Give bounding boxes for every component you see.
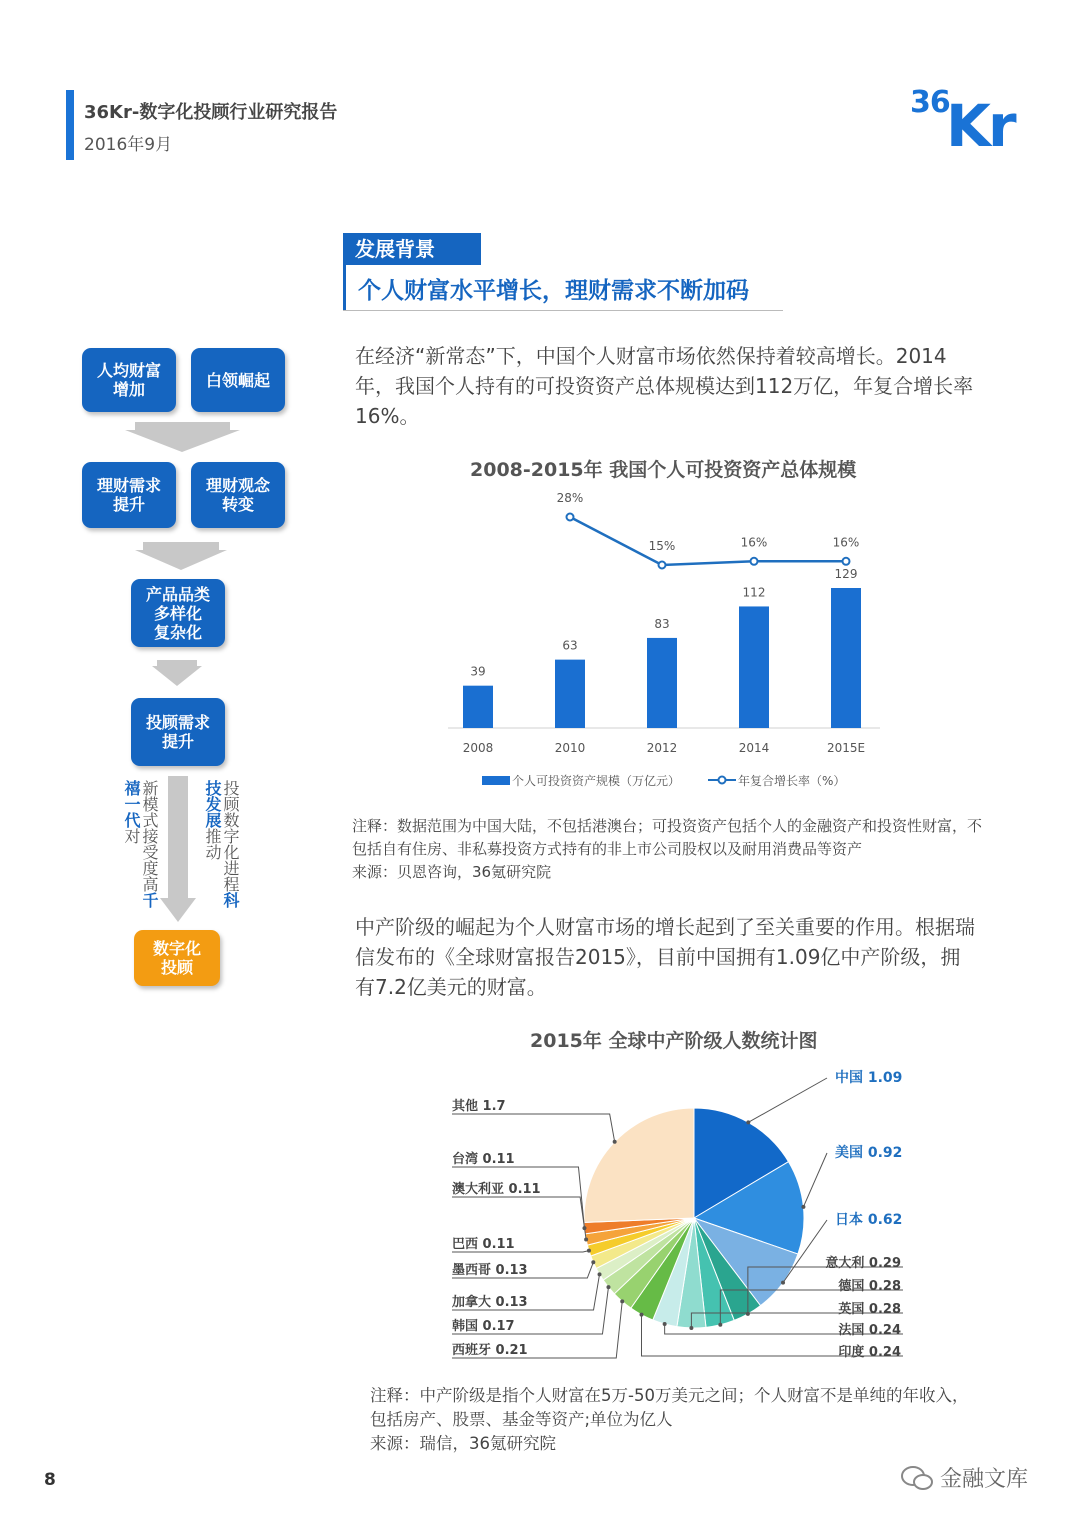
arrow-down-icon xyxy=(135,542,227,570)
growth-rate-label: 28% xyxy=(556,491,584,505)
flow-box-finance-demand: 理财需求 提升 xyxy=(82,462,176,528)
leader-dot xyxy=(598,1272,602,1276)
leader-dot xyxy=(606,1285,610,1289)
report-date: 2016年9月 xyxy=(84,135,173,155)
bar-2010 xyxy=(555,660,585,728)
section-tag: 发展背景 xyxy=(343,233,481,265)
pie-note-text: 注释：中产阶级是指个人财富在5万-50万美元之间；个人财富不是单纯的年收入，包括房产、股票、基金等资产;单位为亿人 xyxy=(370,1386,969,1429)
pie-label-9: 韩国 0.17 xyxy=(452,1319,515,1334)
flow-box-advisory-demand: 投顾需求 提升 xyxy=(131,698,225,766)
leader-dot xyxy=(591,1260,595,1264)
growth-rate-label: 16% xyxy=(832,535,860,550)
millennials-highlight: 千禧一代 xyxy=(122,780,159,908)
bar-chart-title: 2008-2015年 我国个人可投资资产总体规模 xyxy=(470,459,857,481)
pie-label-3: 意大利 0.29 xyxy=(825,1256,901,1271)
pie-label-4: 德国 0.28 xyxy=(838,1279,901,1294)
pie-label-10: 加拿大 0.13 xyxy=(452,1295,528,1310)
paragraph-wealth-growth: 在经济“新常态”下，中国个人财富市场依然保持着较高增长。2014年，我国个人持有的可投资资产总体规模达到112万亿，年复合增长率16%。 xyxy=(355,344,974,428)
x-tick-label: 2008 xyxy=(462,741,494,755)
leader-dot xyxy=(746,1120,750,1124)
watermark xyxy=(900,1462,1028,1493)
tech-highlight: 科技发展 xyxy=(203,780,240,908)
millennials-text-post: 对 xyxy=(122,828,141,844)
source-text: 来源：贝恩咨询，36氪研究院 xyxy=(352,863,552,881)
leader-dot xyxy=(582,1226,586,1230)
millennials-text-pre: 新模式接受度高 xyxy=(140,780,159,892)
svg-text:36: 36 xyxy=(910,85,950,120)
pie-label-2: 日本 0.62 xyxy=(835,1212,903,1228)
pie-label-7: 印度 0.24 xyxy=(838,1345,901,1360)
pie-label-15: 其他 1.7 xyxy=(452,1099,506,1114)
leader-dot xyxy=(663,1322,667,1326)
arrow-down-icon xyxy=(152,660,202,686)
bar-value-label: 83 xyxy=(654,616,670,631)
legend-line-label: 年复合增长率（%） xyxy=(738,774,846,788)
pie-chart-title: 2015年 全球中产阶级人数统计图 xyxy=(530,1030,818,1052)
middle-class-pie-chart xyxy=(440,1060,920,1370)
leader-line xyxy=(803,1153,827,1207)
flow-box-wealth-increase: 人均财富 增加 xyxy=(82,348,176,412)
wechat-icon xyxy=(900,1464,934,1492)
growth-rate-point xyxy=(567,514,574,521)
flow-box-white-collar: 白领崛起 xyxy=(191,348,285,412)
pie-source-text: 来源：瑞信，36氪研究院 xyxy=(370,1434,556,1453)
growth-rate-point xyxy=(659,562,666,569)
36kr-logo xyxy=(906,82,1026,152)
leader-dot xyxy=(718,1323,722,1327)
legend-line-marker xyxy=(719,777,726,784)
tech-text-post: 推动 xyxy=(203,828,222,860)
flow-box-digital-advisory: 数字化 投顾 xyxy=(134,930,220,986)
growth-rate-line xyxy=(570,517,846,565)
watermark-text: 金融文库 xyxy=(940,1467,1029,1492)
long-arrow-down-icon xyxy=(160,776,196,922)
legend-bar-swatch xyxy=(482,776,510,785)
millennials-text xyxy=(122,780,158,910)
growth-rate-label: 16% xyxy=(740,535,768,550)
leader-dot xyxy=(781,1281,785,1285)
pie-label-14: 台湾 0.11 xyxy=(452,1152,515,1167)
leader-dot xyxy=(801,1205,805,1209)
x-tick-label: 2010 xyxy=(554,741,586,755)
bar-2014 xyxy=(739,606,769,728)
page-number: 8 xyxy=(44,1470,56,1490)
pie-label-0: 中国 1.09 xyxy=(835,1070,903,1086)
pie-note xyxy=(370,1384,980,1456)
leader-dot xyxy=(587,1249,591,1253)
tech-text-pre: 投顾数字化进程 xyxy=(221,780,240,892)
bar-2008 xyxy=(463,686,493,728)
x-tick-label: 2015E xyxy=(826,741,866,755)
header-accent-bar xyxy=(66,90,74,160)
leader-dot xyxy=(584,1237,588,1241)
report-title: 36Kr-数字化投顾行业研究报告 xyxy=(84,102,338,123)
arrow-down-icon xyxy=(125,422,240,452)
svg-text:Kr: Kr xyxy=(946,92,1014,152)
growth-rate-label: 15% xyxy=(648,539,676,553)
bar-value-label: 112 xyxy=(742,585,766,600)
bar-value-label: 39 xyxy=(470,664,486,679)
note-text: 注释：数据范围为中国大陆，不包括港澳台；可投资资产包括个人的金融资产和投资性财富，不包括自有住房、非私募投资方式持有的非上市公司股权以及耐用消费品等资产 xyxy=(352,817,983,858)
section-divider xyxy=(343,310,783,311)
tech-driving-text xyxy=(203,780,239,910)
section-subtitle: 个人财富水平增长，理财需求不断加码 xyxy=(358,278,749,304)
pie-label-12: 巴西 0.11 xyxy=(452,1237,515,1252)
leader-dot xyxy=(620,1299,624,1303)
pie-label-1: 美国 0.92 xyxy=(835,1145,903,1161)
leader-dot xyxy=(613,1140,617,1144)
pie-label-5: 英国 0.28 xyxy=(838,1302,901,1317)
leader-line xyxy=(452,1114,615,1142)
investable-assets-chart xyxy=(430,480,900,800)
growth-rate-point xyxy=(751,558,758,565)
pie-label-6: 法国 0.24 xyxy=(838,1323,901,1338)
pie-label-13: 澳大利亚 0.11 xyxy=(452,1182,541,1197)
leader-line xyxy=(452,1197,586,1239)
leader-line xyxy=(452,1167,584,1228)
flow-box-finance-concept: 理财观念 转变 xyxy=(191,462,285,528)
pie-slice-15 xyxy=(584,1108,694,1222)
growth-rate-point xyxy=(843,558,850,565)
x-tick-label: 2014 xyxy=(738,741,770,755)
flow-box-product-diversity: 产品品类 多样化 复杂化 xyxy=(131,579,225,647)
bar-value-label: 63 xyxy=(562,638,578,653)
chart-note xyxy=(352,815,992,884)
bar-value-label: 129 xyxy=(834,567,858,581)
pie-label-11: 墨西哥 0.13 xyxy=(452,1263,528,1278)
paragraph-middle-class: 中产阶级的崛起为个人财富市场的增长起到了至关重要的作用。根据瑞信发布的《全球财富报告2015》，目前中国拥有1.09亿中产阶级，拥有7.2亿美元的财富。 xyxy=(355,915,975,999)
pie-label-8: 西班牙 0.21 xyxy=(452,1343,528,1358)
bar-2015E xyxy=(831,588,861,728)
bar-2012 xyxy=(647,638,677,728)
x-tick-label: 2012 xyxy=(646,741,678,755)
leader-dot xyxy=(689,1326,693,1330)
leader-dot xyxy=(640,1313,644,1317)
leader-line xyxy=(748,1078,827,1122)
legend-bar-label: 个人可投资资产规模（万亿元） xyxy=(512,774,681,788)
